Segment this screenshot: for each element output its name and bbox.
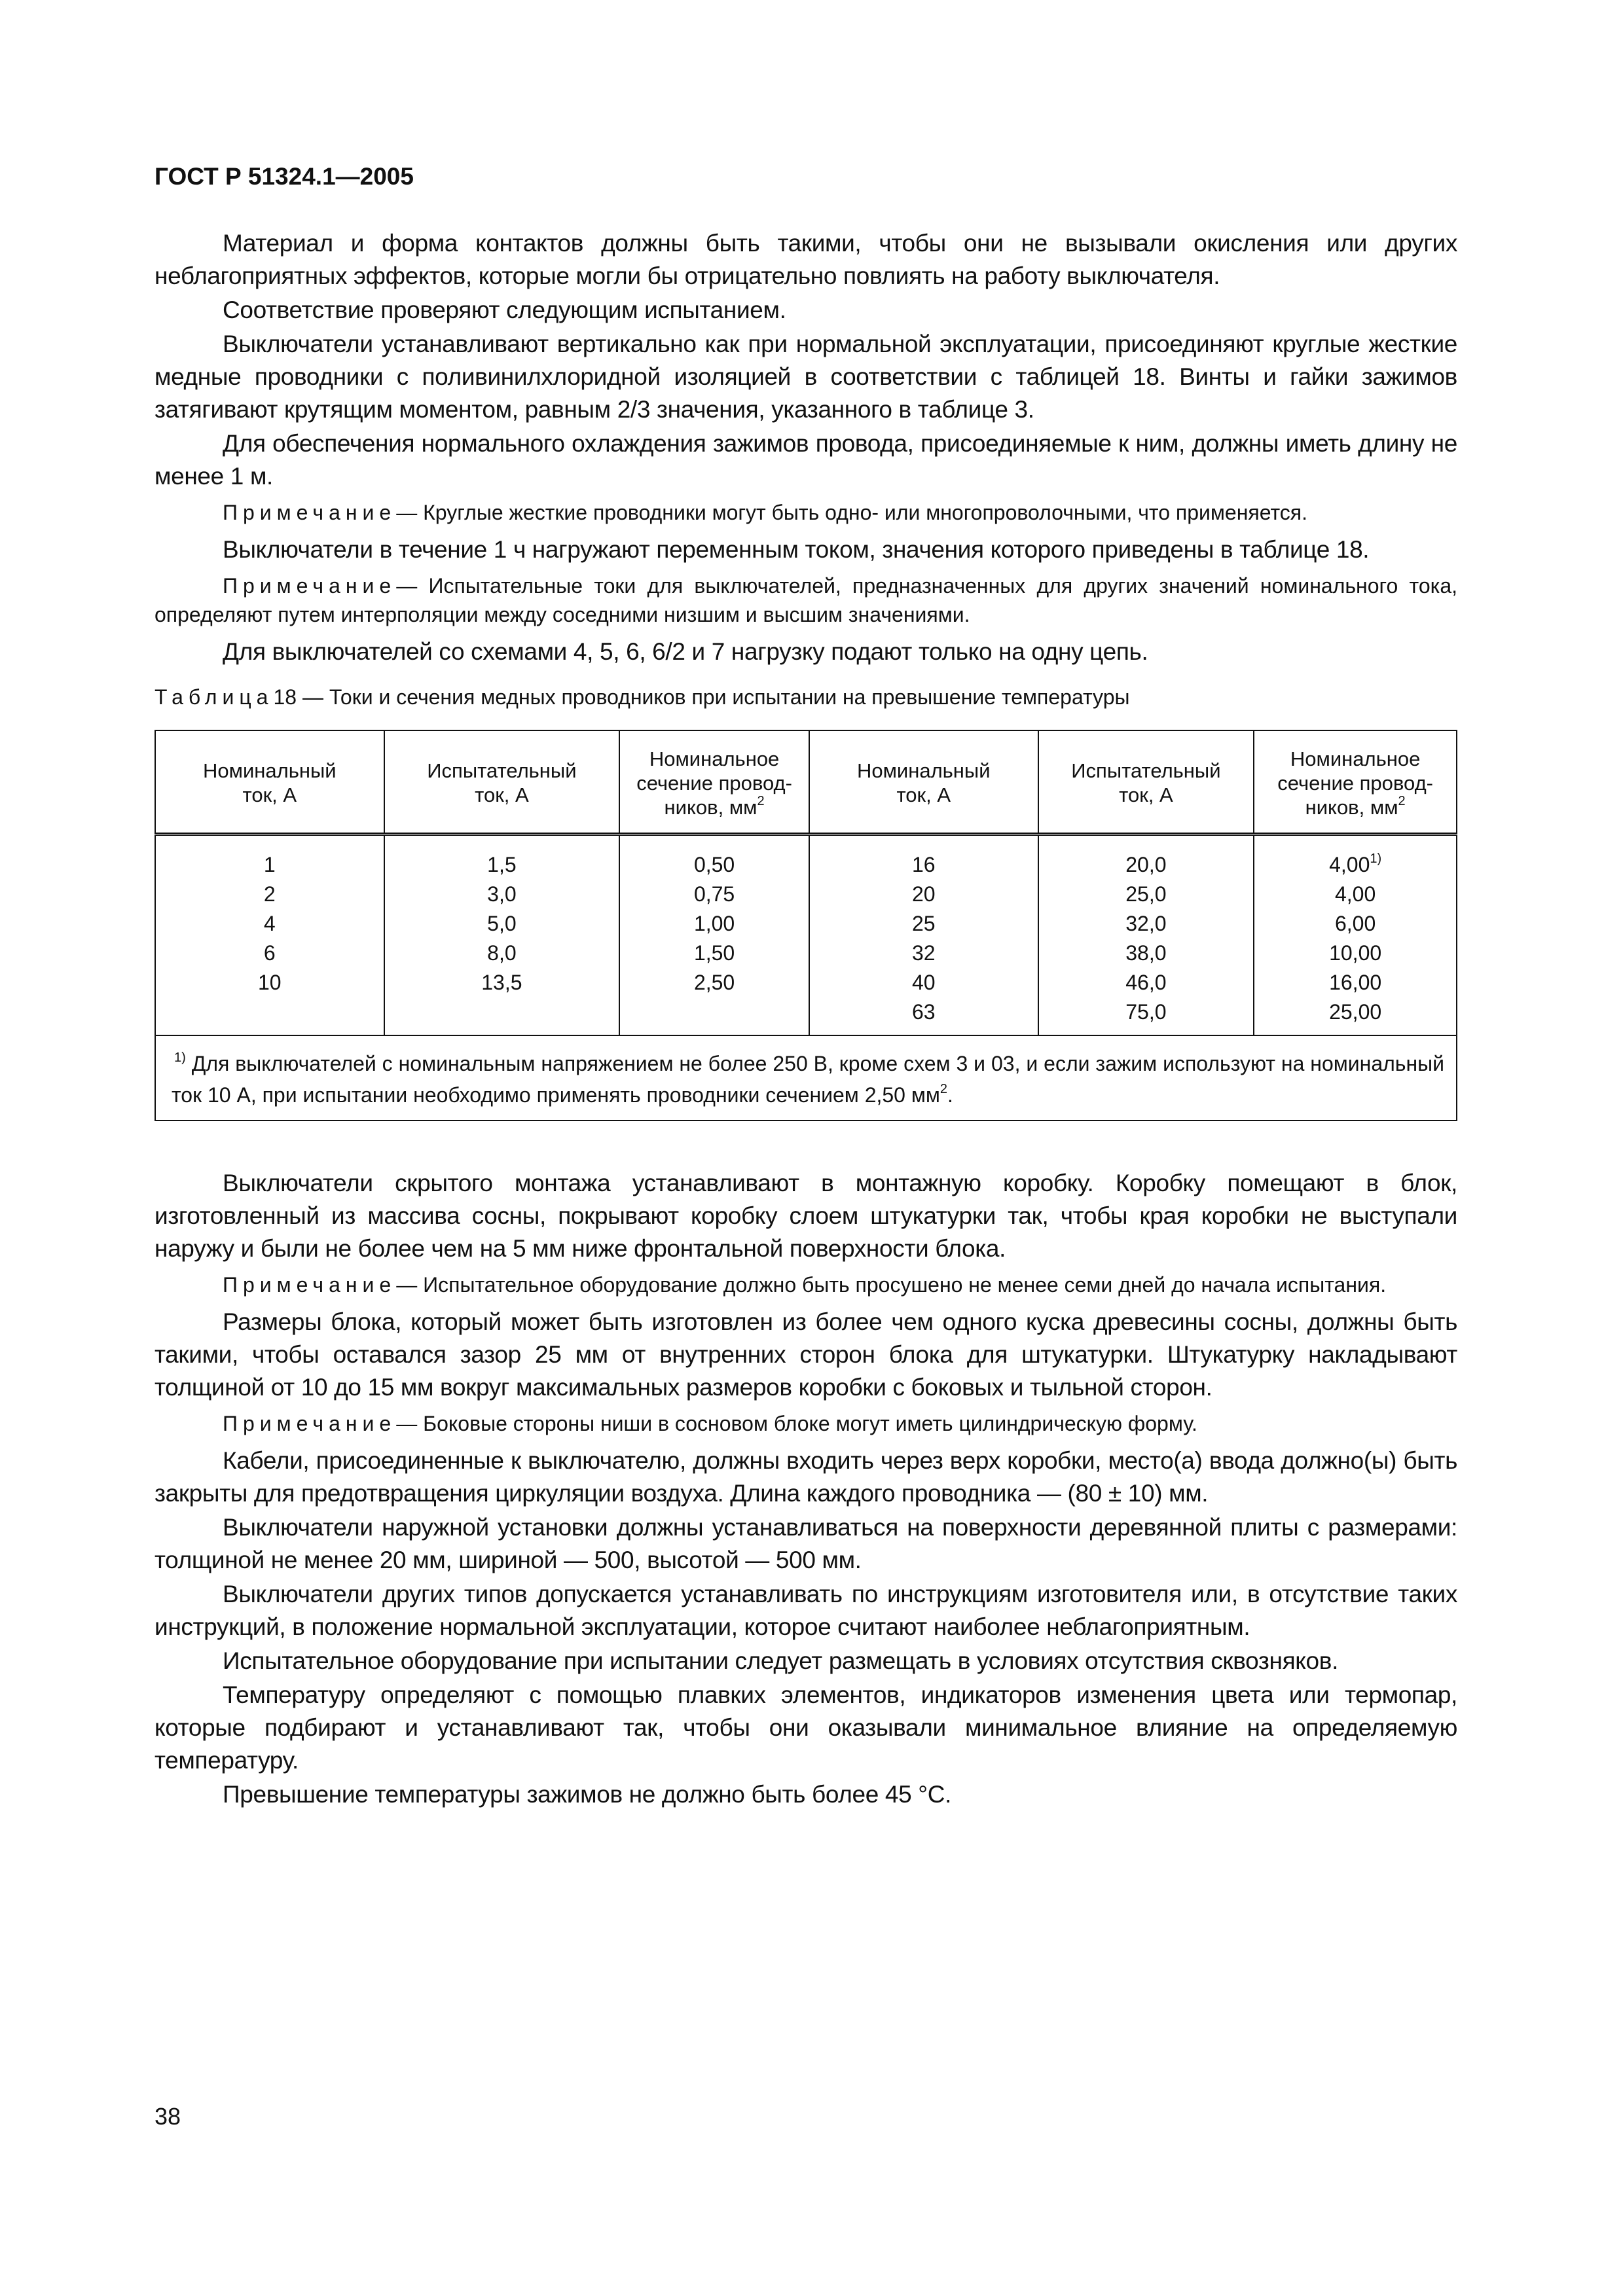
column-test-current-left: 1,5 3,0 5,0 8,0 13,5: [384, 834, 620, 1035]
note-text: — Испытательные токи для выключателей, предназначенных для других значений номинального тока, определяют путем интерполяции между соседними низшим и высшим значениями.: [155, 573, 1457, 626]
note-label: Примечание: [223, 573, 397, 598]
note-text: — Круглые жесткие проводники могут быть одно- или многопроволочными, что применяется.: [396, 500, 1307, 524]
column-nominal-current-right: 16 20 25 32 40 63: [809, 834, 1038, 1035]
column-header: Испытательный ток, А: [384, 730, 620, 834]
page-number: 38: [155, 2103, 181, 2130]
column-nominal-current-left: 1 2 4 6 10: [155, 834, 384, 1035]
note-label: Примечание: [223, 1272, 397, 1297]
paragraph: Температуру определяют с помощью плавких элементов, индикаторов изменения цвета или термопар, которые подбирают и устанавливают так, чтобы они оказывали минимальное влияние на определяемую температуру.: [155, 1681, 1457, 1774]
note: [155, 1409, 1457, 1438]
table-caption-text: 18 — Токи и сечения медных проводников при испытании на превышение температуры: [273, 685, 1130, 709]
note: [155, 498, 1457, 527]
paragraph: Кабели, присоединенные к выключателю, должны входить через верх коробки, место(а) ввода должно(ы) быть закрыты для предотвращения циркуляции воздуха. Длина каждого проводника — (80 ± 10) мм.: [155, 1446, 1457, 1507]
table-body-row: [155, 834, 1457, 1035]
paragraph: Превышение температуры зажимов не должно быть более 45 °С.: [223, 1780, 952, 1808]
note: [155, 571, 1457, 629]
table-caption: [155, 683, 1457, 711]
section-after-table: [155, 1167, 1457, 1811]
paragraph: Выключатели устанавливают вертикально как при нормальной эксплуатации, присоединяют круглые жесткие медные проводники с поливинилхлоридной изоляцией в соответствии с таблицей 18. Винты и гайки зажимов затягивают крутящим моментом, равным 2/3 значения, указанного в таблице 3.: [155, 330, 1457, 423]
column-section-right: 4,00$^{1)}$ 4,00 6,00 10,00 16,00 25,00: [1254, 834, 1457, 1035]
paragraph: Материал и форма контактов должны быть такими, чтобы они не вызывали окисления или других неблагоприятных эффектов, которые могли бы отрицательно повлиять на работу выключателя.: [155, 229, 1457, 289]
column-header: Номинальный ток, А: [155, 730, 384, 834]
paragraph: Соответствие проверяют следующим испытанием.: [223, 296, 786, 323]
paragraph: Выключатели скрытого монтажа устанавливают в монтажную коробку. Коробку помещают в блок, изготовленный из массива сосны, покрывают коробку слоем штукатурки так, чтобы края коробки не выступали наружу и были не более чем на 5 мм ниже фронтальной поверхности блока.: [155, 1169, 1457, 1262]
table-header-row: [155, 730, 1457, 834]
note: [155, 1270, 1457, 1299]
note-text: — Боковые стороны ниши в сосновом блоке могут иметь цилиндрическую форму.: [396, 1411, 1197, 1435]
paragraph: Испытательное оборудование при испытании следует размещать в условиях отсутствия сквозняков.: [223, 1647, 1339, 1674]
paragraph: Выключатели других типов допускается устанавливать по инструкциям изготовителя или, в отсутствие таких инструкций, в положение нормальной эксплуатации, которое считают наиболее неблагоприятным.: [155, 1580, 1457, 1640]
paragraph: Выключатели наружной установки должны устанавливаться на поверхности деревянной плиты с размерами: толщиной не менее 20 мм, шириной — 500, высотой — 500 мм.: [155, 1513, 1457, 1573]
paragraph: Выключатели в течение 1 ч нагружают переменным током, значения которого приведены в таблице 18.: [223, 535, 1370, 563]
column-header: Номинальное сечение провод- ников, $мм^2$: [1254, 730, 1457, 834]
column-header: Испытательный ток, А: [1038, 730, 1254, 834]
paragraph: Для выключателей со схемами 4, 5, 6, 6/2 и 7 нагрузку подают только на одну цепь.: [223, 637, 1148, 665]
table-footnote: $^{1)}$ Для выключателей с номинальным напряжением не более 250 В, кроме схем 3 и 03, и если зажим используют на номинальный ток 10 А, при испытании необходимо применять проводники сечением 2,50 $мм^2$.: [155, 1035, 1457, 1121]
table-caption-label: Таблица: [155, 685, 274, 709]
document-header: ГОСТ Р 51324.1—2005: [155, 163, 414, 190]
column-header: Номинальное сечение провод- ников, $мм^2$: [619, 730, 809, 834]
note-text: — Испытательное оборудование должно быть просушено не менее семи дней до начала испытания.: [396, 1272, 1387, 1297]
column-test-current-right: 20,0 25,0 32,0 38,0 46,0 75,0: [1038, 834, 1254, 1035]
column-header: Номинальный ток, А: [809, 730, 1038, 834]
paragraph: Размеры блока, который может быть изготовлен из более чем одного куска древесины сосны, должны быть такими, чтобы оставался зазор 25 мм от внутренних сторон блока для штукатурки. Штукатурку накладывают толщиной от 10 до 15 мм вокруг максимальных размеров коробки с боковых и тыльной сторон.: [155, 1308, 1457, 1401]
table-footnote-row: [155, 1035, 1457, 1121]
paragraph: Для обеспечения нормального охлаждения зажимов провода, присоединяемые к ним, должны иметь длину не менее 1 м.: [155, 429, 1457, 490]
column-section-left: 0,50 0,75 1,00 1,50 2,50: [619, 834, 809, 1035]
document-page: [155, 164, 1457, 1812]
data-table: [155, 730, 1457, 1121]
note-label: Примечание: [223, 500, 397, 524]
note-label: Примечание: [223, 1411, 397, 1435]
